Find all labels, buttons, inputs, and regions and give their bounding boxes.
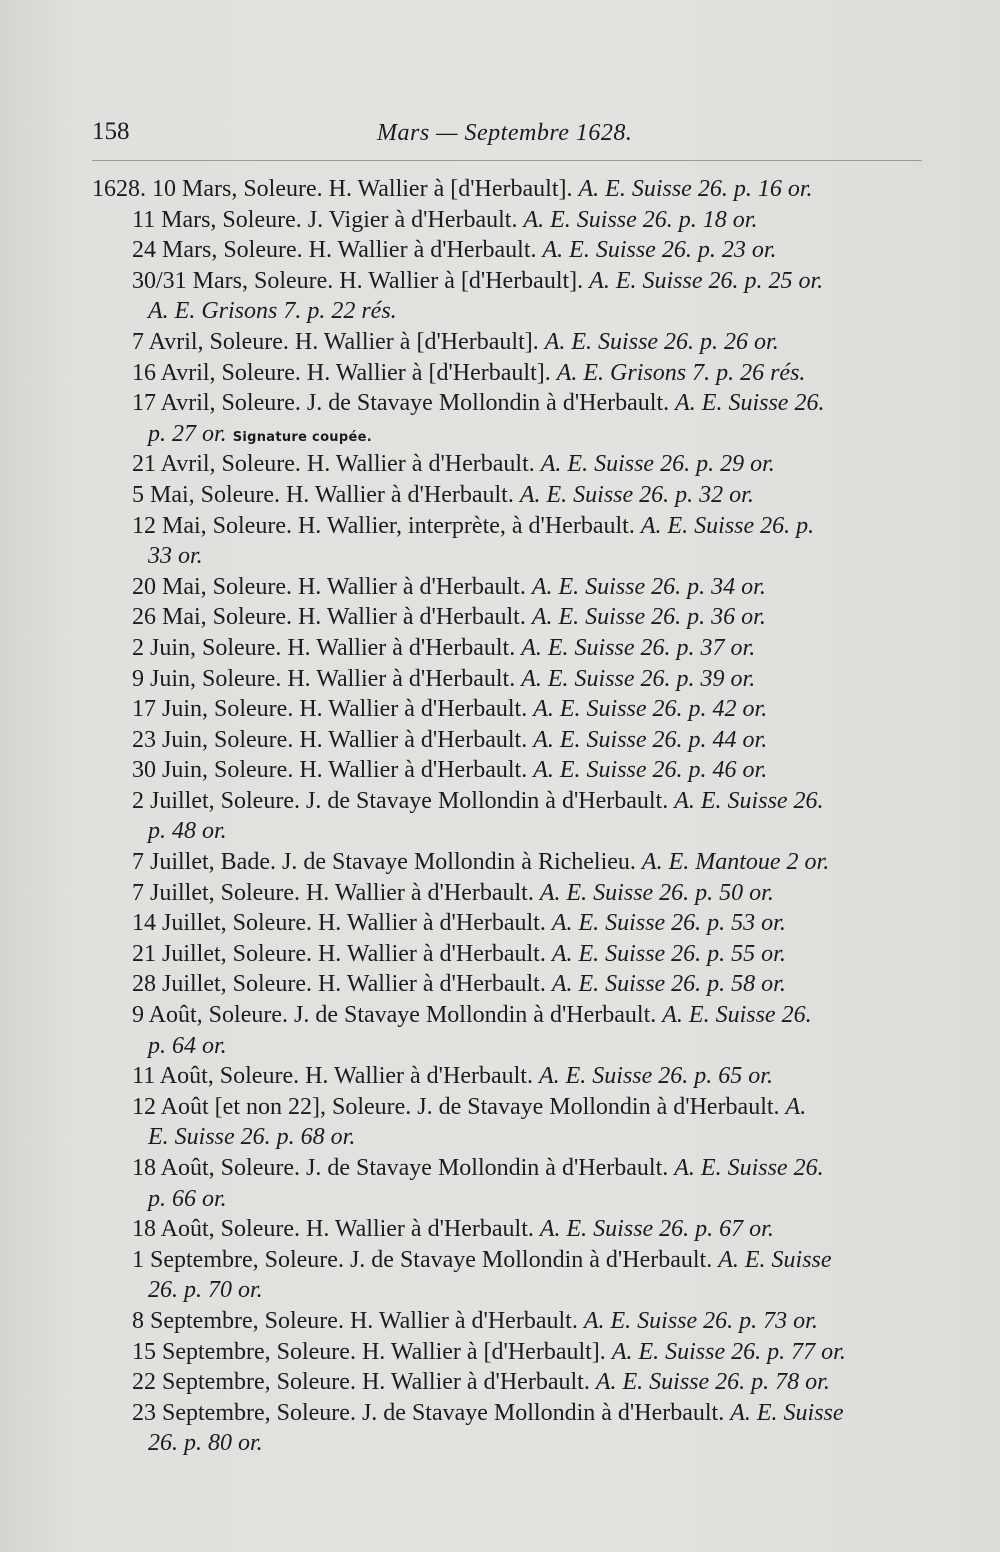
header-rule bbox=[92, 160, 922, 161]
entry-text: 9 Août, Soleure. J. de Stavaye Mollondin à d'Herbault. bbox=[132, 1002, 663, 1029]
entry-text: 12 Août [et non 22], Soleure. J. de Stavaye Mollondin à d'Herbault. bbox=[132, 1093, 786, 1120]
archive-reference: p. 64 or. bbox=[148, 1032, 227, 1059]
entry-line bbox=[92, 1398, 932, 1429]
archive-reference: A. E. Suisse 26. p. 26 or. bbox=[544, 328, 779, 355]
entry-item bbox=[92, 1000, 932, 1061]
entry-line bbox=[92, 755, 932, 786]
archive-reference: A. E. Suisse 26. p. 73 or. bbox=[583, 1307, 818, 1334]
entry-line bbox=[92, 694, 932, 725]
archive-reference: A. E. Suisse 26. p. 44 or. bbox=[533, 726, 768, 753]
entry-text: 2 Juin, Soleure. H. Wallier à d'Herbault. bbox=[132, 634, 522, 661]
entry-text: 8 Septembre, Soleure. H. Wallier à d'Herbault. bbox=[132, 1307, 584, 1334]
entry-text: 7 Juillet, Bade. J. de Stavaye Mollondin à Richelieu. bbox=[132, 849, 642, 876]
entry-item bbox=[92, 511, 932, 572]
archive-reference: p. 27 or. bbox=[148, 420, 227, 447]
entry-line bbox=[92, 266, 932, 297]
entry-text: 17 Juin, Soleure. H. Wallier à d'Herbault. bbox=[132, 696, 534, 723]
entry-line bbox=[92, 633, 932, 664]
archive-reference: 33 or. bbox=[148, 543, 203, 570]
entry-item bbox=[92, 602, 932, 633]
archive-reference: A. E. Suisse 26. p. 77 or. bbox=[611, 1338, 846, 1365]
entry-item bbox=[92, 847, 932, 878]
running-title: Mars — Septembre 1628. bbox=[377, 120, 633, 146]
entries-list bbox=[92, 174, 932, 1459]
entry-item bbox=[92, 1153, 932, 1214]
entry-text: 15 Septembre, Soleure. H. Wallier à [d'Herbault]. bbox=[132, 1338, 612, 1365]
entry-item bbox=[92, 908, 932, 939]
entry-item bbox=[92, 388, 932, 449]
entry-text: 1 Septembre, Soleure. J. de Stavaye Mollondin à d'Herbault. bbox=[132, 1246, 719, 1273]
entry-item bbox=[92, 266, 932, 327]
entry-text: 23 Juin, Soleure. H. Wallier à d'Herbault. bbox=[132, 726, 534, 753]
archive-reference: A. E. Suisse 26. p. 78 or. bbox=[595, 1369, 830, 1396]
entry-item bbox=[92, 1337, 932, 1368]
entry-text: 12 Mai, Soleure. H. Wallier, interprète, à d'Herbault. bbox=[132, 512, 641, 539]
entry-note: Signature coupée. bbox=[232, 429, 372, 445]
entry-item bbox=[92, 786, 932, 847]
entry-text: 11 Mars, Soleure. J. Vigier à d'Herbault. bbox=[132, 206, 524, 233]
archive-reference: A. E. Suisse 26. p. 46 or. bbox=[533, 757, 768, 784]
archive-reference: A. E. Suisse 26. bbox=[662, 1002, 812, 1029]
archive-reference: A. E. Suisse 26. p. 55 or. bbox=[551, 940, 786, 967]
entry-item bbox=[92, 1245, 932, 1306]
entry-line bbox=[92, 1275, 932, 1306]
entry-text: 14 Juillet, Soleure. H. Wallier à d'Herbault. bbox=[132, 910, 552, 937]
entry-item bbox=[92, 1214, 932, 1245]
archive-reference: A. E. Suisse 26. p. 23 or. bbox=[542, 237, 777, 264]
archive-reference: p. 48 or. bbox=[148, 818, 227, 845]
entry-line bbox=[92, 296, 932, 327]
entry-line bbox=[92, 786, 932, 817]
archive-reference: A. E. Suisse 26. bbox=[674, 1155, 824, 1181]
entry-text: 23 Septembre, Soleure. J. de Stavaye Mollondin à d'Herbault. bbox=[132, 1399, 731, 1426]
archive-reference: A. E. Suisse 26. bbox=[674, 787, 824, 814]
archive-reference: A. E. Suisse 26. p. 29 or. bbox=[540, 451, 775, 478]
entry-line bbox=[92, 1367, 932, 1398]
archive-reference: A. E. Suisse 26. bbox=[675, 390, 825, 417]
entry-line bbox=[92, 419, 932, 450]
entry-text: 11 Août, Soleure. H. Wallier à d'Herbault. bbox=[132, 1063, 539, 1090]
archive-reference: p. 66 or. bbox=[148, 1185, 227, 1212]
archive-reference: A. E. Suisse 26. p. 25 or. bbox=[589, 267, 824, 294]
entry-item bbox=[92, 1092, 932, 1153]
entry-text: 5 Mai, Soleure. H. Wallier à d'Herbault. bbox=[132, 481, 520, 508]
entry-line bbox=[92, 1306, 932, 1337]
entry-text: 26 Mai, Soleure. H. Wallier à d'Herbault. bbox=[132, 604, 532, 631]
page-header bbox=[92, 118, 930, 152]
entry-line bbox=[92, 1122, 932, 1153]
entry-line bbox=[92, 174, 932, 205]
entry-text: 18 Août, Soleure. J. de Stavaye Mollondin à d'Herbault. bbox=[132, 1155, 675, 1181]
archive-reference: A. E. Mantoue 2 or. bbox=[641, 849, 830, 876]
entry-line bbox=[92, 816, 932, 847]
entry-item bbox=[92, 205, 932, 236]
entry-text: 18 Août, Soleure. H. Wallier à d'Herbault. bbox=[132, 1216, 540, 1243]
archive-reference: A. E. Suisse 26. p. 67 or. bbox=[539, 1216, 774, 1243]
entry-text: 1628. 10 Mars, Soleure. H. Wallier à [d'Herbault]. bbox=[92, 176, 579, 202]
entry-line bbox=[92, 602, 932, 633]
entry-item bbox=[92, 235, 932, 266]
entry-line bbox=[92, 1092, 932, 1123]
entry-item bbox=[92, 633, 932, 664]
archive-reference: A. E. Suisse 26. p. 36 or. bbox=[531, 604, 766, 631]
entry-line bbox=[92, 1337, 932, 1368]
archive-reference: A. E. Suisse 26. p. 58 or. bbox=[551, 971, 786, 998]
archive-reference: E. Suisse 26. p. 68 or. bbox=[148, 1124, 356, 1151]
entry-item bbox=[92, 1367, 932, 1398]
archive-reference: A. E. Suisse 26. p. 34 or. bbox=[531, 573, 766, 600]
entry-line bbox=[92, 1000, 932, 1031]
entry-item bbox=[92, 755, 932, 786]
entry-line bbox=[92, 358, 932, 389]
entry-item bbox=[92, 1398, 932, 1459]
entry-line bbox=[92, 969, 932, 1000]
entry-line bbox=[92, 388, 932, 419]
entry-line bbox=[92, 1428, 932, 1459]
entry-line bbox=[92, 449, 932, 480]
entry-item bbox=[92, 969, 932, 1000]
archive-reference: A. E. Suisse 26. p. bbox=[640, 512, 815, 539]
entry-line bbox=[92, 480, 932, 511]
entry-item bbox=[92, 694, 932, 725]
entry-text: 30 Juin, Soleure. H. Wallier à d'Herbault. bbox=[132, 757, 534, 784]
page-number: 158 bbox=[92, 118, 130, 145]
entry-text: 2 Juillet, Soleure. J. de Stavaye Mollondin à d'Herbault. bbox=[132, 787, 675, 814]
archive-reference: A. E. Suisse 26. p. 65 or. bbox=[538, 1063, 773, 1090]
entry-text: 16 Avril, Soleure. H. Wallier à [d'Herbault]. bbox=[132, 359, 557, 386]
archive-reference: A. E. Grisons 7. p. 22 rés. bbox=[148, 298, 397, 325]
entry-text: 30/31 Mars, Soleure. H. Wallier à [d'Herbault]. bbox=[132, 267, 590, 294]
entry-line bbox=[92, 1214, 932, 1245]
entry-item bbox=[92, 664, 932, 695]
entry-text: 28 Juillet, Soleure. H. Wallier à d'Herbault. bbox=[132, 971, 552, 998]
archive-reference: A. E. Suisse 26. p. 16 or. bbox=[578, 176, 813, 202]
entry-item bbox=[92, 878, 932, 909]
archive-reference: A. E. Suisse 26. p. 18 or. bbox=[523, 206, 758, 233]
entry-item bbox=[92, 480, 932, 511]
entry-text: 22 Septembre, Soleure. H. Wallier à d'Herbault. bbox=[132, 1369, 596, 1396]
archive-reference: A. E. Suisse 26. p. 39 or. bbox=[521, 665, 756, 692]
archive-reference: 26. p. 80 or. bbox=[148, 1430, 263, 1457]
entry-line bbox=[92, 327, 932, 358]
entry-item bbox=[92, 572, 932, 603]
archive-reference: A. E. Suisse 26. p. 32 or. bbox=[519, 481, 754, 508]
entry-line bbox=[92, 939, 932, 970]
entry-text: 17 Avril, Soleure. J. de Stavaye Mollondin à d'Herbault. bbox=[132, 390, 676, 417]
entry-line bbox=[92, 908, 932, 939]
entry-item bbox=[92, 327, 932, 358]
entry-text: 24 Mars, Soleure. H. Wallier à d'Herbault. bbox=[132, 237, 543, 264]
entry-item bbox=[92, 358, 932, 389]
entry-line bbox=[92, 572, 932, 603]
archive-reference: A. bbox=[785, 1093, 807, 1120]
entry-line bbox=[92, 847, 932, 878]
entry-item bbox=[92, 939, 932, 970]
entry-item bbox=[92, 1061, 932, 1092]
archive-reference: A. E. Suisse 26. p. 37 or. bbox=[521, 634, 756, 661]
entry-text: 20 Mai, Soleure. H. Wallier à d'Herbault. bbox=[132, 573, 532, 600]
entry-line bbox=[92, 1061, 932, 1092]
entry-line bbox=[92, 235, 932, 266]
archive-reference: A. E. Suisse 26. p. 42 or. bbox=[533, 696, 768, 723]
entry-item bbox=[92, 449, 932, 480]
entry-text: 21 Avril, Soleure. H. Wallier à d'Herbault. bbox=[132, 451, 541, 478]
entry-line bbox=[92, 725, 932, 756]
entry-item bbox=[92, 174, 932, 205]
entry-line bbox=[92, 1153, 932, 1184]
entry-line bbox=[92, 205, 932, 236]
entry-text: 7 Juillet, Soleure. H. Wallier à d'Herbault. bbox=[132, 879, 540, 906]
archive-reference: 26. p. 70 or. bbox=[148, 1277, 263, 1304]
archive-reference: A. E. Suisse bbox=[730, 1399, 844, 1426]
entry-line bbox=[92, 1245, 932, 1276]
entry-line bbox=[92, 1031, 932, 1062]
entry-text: 21 Juillet, Soleure. H. Wallier à d'Herbault. bbox=[132, 940, 552, 967]
entry-item bbox=[92, 725, 932, 756]
archive-reference: A. E. Suisse 26. p. 50 or. bbox=[539, 879, 774, 906]
entry-text: 9 Juin, Soleure. H. Wallier à d'Herbault. bbox=[132, 665, 522, 692]
entry-line bbox=[92, 1184, 932, 1215]
entry-line bbox=[92, 541, 932, 572]
entry-text: 7 Avril, Soleure. H. Wallier à [d'Herbault]. bbox=[132, 328, 545, 355]
entry-line bbox=[92, 878, 932, 909]
archive-reference: A. E. Grisons 7. p. 26 rés. bbox=[556, 359, 806, 386]
entry-item bbox=[92, 1306, 932, 1337]
entry-line bbox=[92, 664, 932, 695]
archive-reference: A. E. Suisse bbox=[718, 1246, 832, 1273]
entry-line bbox=[92, 511, 932, 542]
archive-reference: A. E. Suisse 26. p. 53 or. bbox=[551, 910, 786, 937]
